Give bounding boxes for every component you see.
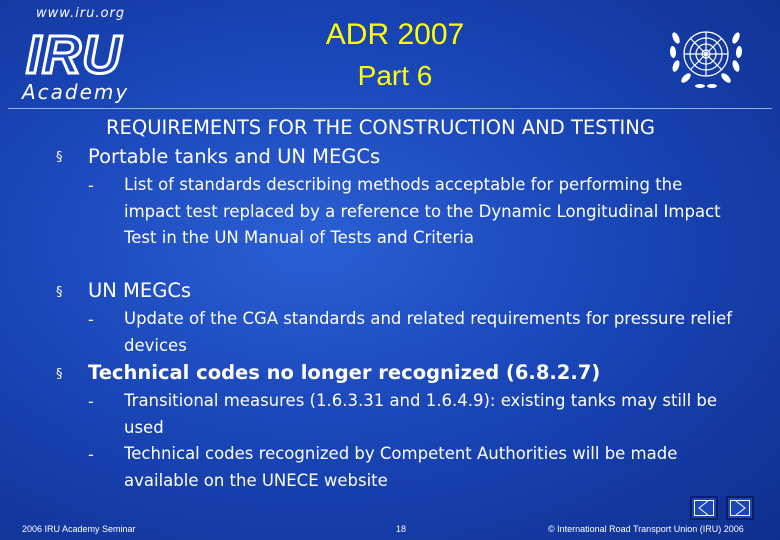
- subitem-impact-test: List of standards describing methods acceptable for performing the impact test replaced by a reference to the Dynamic Longitudinal Impact Test in the UN Manual of Tests and Criteria: [124, 175, 721, 247]
- bullet-icon: §: [56, 150, 63, 165]
- dash-marker: -: [88, 445, 94, 464]
- slide-title: ADR 2007: [325, 18, 465, 51]
- item-title-technical-codes: Technical codes no longer recognized (6.8.2.7): [88, 361, 601, 384]
- logo-iru: IRU: [26, 25, 122, 85]
- un-emblem-icon: [668, 18, 744, 94]
- subitem-technical-codes-unece: Technical codes recognized by Competent Authorities will be made available on the UNECE website: [124, 444, 678, 490]
- subitem-cga-standards: Update of the CGA standards and related requirements for pressure relief devices: [124, 309, 733, 355]
- next-slide-icon: [728, 498, 752, 518]
- header-divider: [8, 108, 772, 109]
- item-title-portable-tanks: Portable tanks and UN MEGCs: [88, 145, 381, 168]
- iru-academy-logo: [22, 6, 152, 104]
- item-title-un-megcs: UN MEGCs: [88, 279, 192, 302]
- footer-seminar: 2006 IRU Academy Seminar: [22, 524, 136, 534]
- bullet-icon: §: [56, 367, 63, 382]
- slide-subtitle: Part 6: [357, 60, 433, 91]
- dash-marker: -: [88, 310, 94, 329]
- dash-marker: -: [88, 176, 94, 195]
- section-heading: REQUIREMENTS FOR THE CONSTRUCTION AND TESTING: [106, 116, 655, 139]
- logo-academy: Academy: [22, 80, 130, 104]
- logo-url: www.iru.org: [36, 6, 126, 21]
- bullet-icon: §: [56, 285, 63, 300]
- dash-marker: -: [88, 392, 94, 411]
- footer-page-number: 18: [396, 524, 407, 534]
- next-slide-button[interactable]: [726, 496, 754, 520]
- prev-slide-icon: [692, 498, 716, 518]
- subitem-transitional-measures: Transitional measures (1.6.3.31 and 1.6.4.9): existing tanks may still be used: [124, 391, 718, 437]
- footer-copyright: © International Road Transport Union (IRU) 2006: [548, 524, 744, 534]
- prev-slide-button[interactable]: [690, 496, 718, 520]
